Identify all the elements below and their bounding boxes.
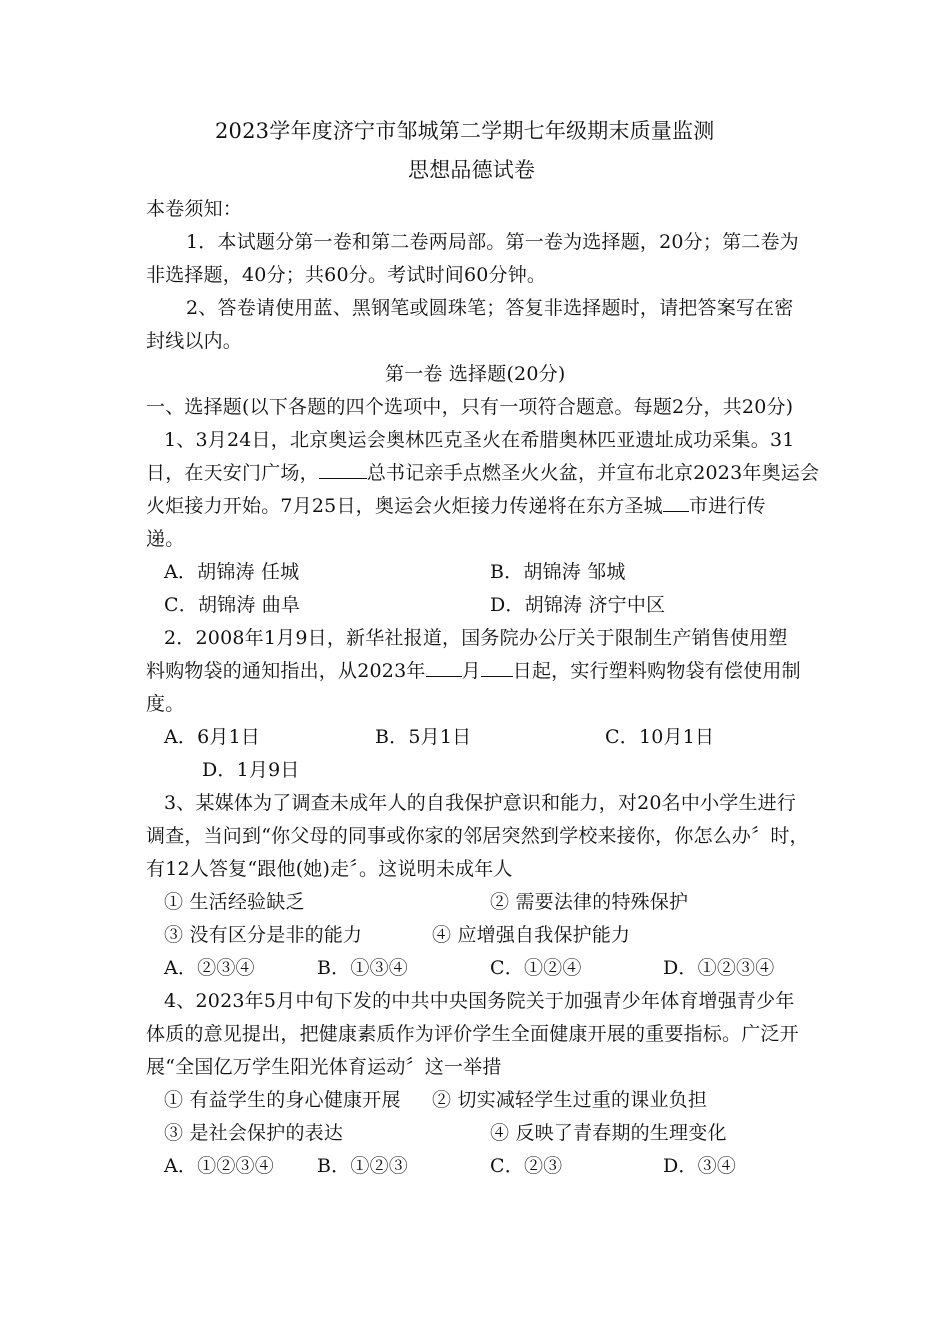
q1-option-d: D．胡锦涛 济宁中区 [490,594,666,616]
exam-title: 2023学年度济宁市邹城第二学期七年级期末质量监测 [215,119,715,143]
q4-option-a: A．①②③④ [164,1155,274,1177]
q1-option-c: C．胡锦涛 曲阜 [164,594,301,616]
q2-line3: 度。 [146,693,185,715]
q1-line2: 日，在天安门广场， 总书记亲手点燃圣火火盆，并宣布北京2023年奥运会 [146,462,820,484]
q1-blank-2 [663,510,689,512]
q2-blank-day [481,675,513,677]
q2-option-b: B．5月1日 [375,726,472,748]
q4-option-c: C．②③ [490,1155,563,1177]
q2-option-a: A．6月1日 [164,726,261,748]
q2-option-d: D．1月9日 [202,759,300,781]
q3-line3: 有12人答复“跟他(她)走〞。这说明未成年人 [146,858,513,880]
q4-line1: 4、2023年5月中旬下发的中共中央国务院关于加强青少年体育增强青少年 [164,990,795,1012]
q1-line3: 火炬接力开始。7月25日，奥运会火炬接力传递将在东方圣城 市进行传 [146,495,766,517]
q1-blank-1 [319,477,367,479]
q3-option-a: A．②③④ [164,957,255,979]
q4-item-1: ① 有益学生的身心健康开展 [164,1089,401,1111]
q3-item-1: ① 生活经验缺乏 [164,891,305,913]
notice-item1-line2: 非选择题，40分；共60分。考试时间60分钟。 [146,264,547,286]
exam-subtitle: 思想品德试卷 [408,158,536,182]
q4-item-2: ② 切实减轻学生过重的课业负担 [432,1089,708,1111]
q3-line1: 3、某媒体为了调查未成年人的自我保护意识和能力，对20名中小学生进行 [164,792,797,814]
q3-line2: 调查，当问到“你父母的同事或你家的邻居突然到学校来接你，你怎么办〞时， [146,825,809,847]
q2-blank-month [426,675,462,677]
q2-line2: 料购物袋的通知指出，从2023年 月 日起，实行塑料购物袋有偿使用制 [146,660,801,682]
q1-option-a: A．胡锦涛 任城 [164,561,300,583]
notice-heading: 本卷须知： [146,198,243,220]
q4-option-d: D．③④ [663,1155,737,1177]
q3-option-c: C．①②④ [490,957,582,979]
q3-option-b: B．①③④ [317,957,408,979]
notice-item2-line1: 2、答卷请使用蓝、黑钢笔或圆珠笔；答复非选择题时，请把答案写在密 [186,297,794,319]
section-instruction: 一、选择题(以下各题的四个选项中，只有一项符合题意。每题2分，共20分) [146,396,794,418]
q3-item-3: ③ 没有区分是非的能力 [164,924,363,946]
q4-item-3: ③ 是社会保护的表达 [164,1122,344,1144]
q2-line1: 2．2008年1月9日，新华社报道，国务院办公厅关于限制生产销售使用塑 [164,627,788,649]
notice-item1-line1: 1．本试题分第一卷和第二卷两局部。第一卷为选择题，20分；第二卷为 [186,231,799,253]
q1-line4: 递。 [146,528,185,550]
q3-option-d: D．①②③④ [663,957,775,979]
q4-line3: 展“全国亿万学生阳光体育运动〞这一举措 [146,1056,502,1078]
volume-title: 第一卷 选择题(20分) [385,363,566,385]
q3-item-2: ② 需要法律的特殊保护 [490,891,689,913]
q1-option-b: B．胡锦涛 邹城 [490,561,626,583]
q3-item-4: ④ 应增强自我保护能力 [432,924,631,946]
q4-option-b: B．①②③ [317,1155,408,1177]
q1-line1: 1、3月24日，北京奥运会奥林匹克圣火在希腊奥林匹亚遗址成功采集。31 [164,429,795,451]
q2-option-c: C．10月1日 [605,726,715,748]
q4-item-4: ④ 反映了青春期的生理变化 [490,1122,727,1144]
q4-line2: 体质的意见提出，把健康素质作为评价学生全面健康开展的重要指标。广泛开 [146,1023,799,1045]
notice-item2-line2: 封线以内。 [146,330,243,352]
